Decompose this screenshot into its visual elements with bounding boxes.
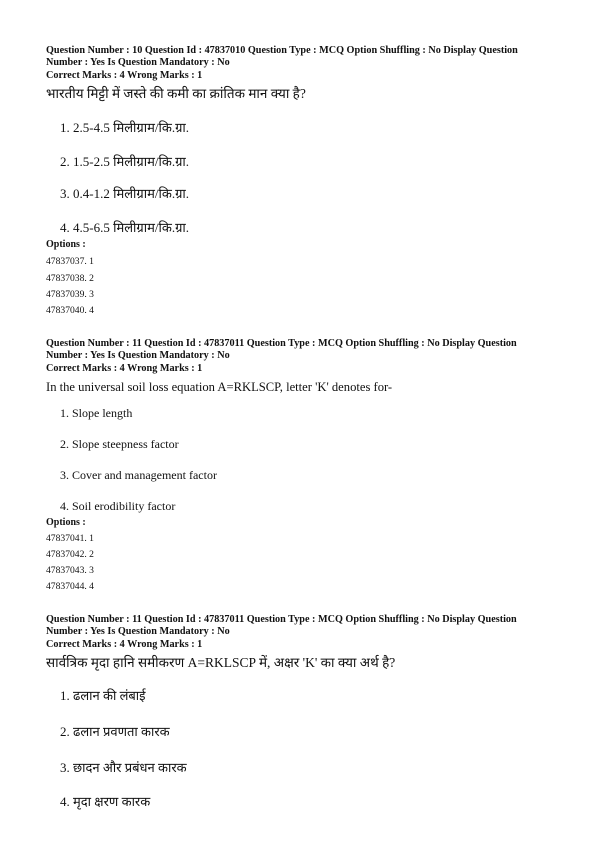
question-text: In the universal soil loss equation A=RKLSCP, letter 'K' denotes for- xyxy=(46,380,393,395)
question-2-options xyxy=(46,406,551,596)
options-label: Options : xyxy=(46,517,86,528)
options-label: Options : xyxy=(46,239,86,250)
marks-line: Correct Marks : 4 Wrong Marks : 1 xyxy=(46,362,203,374)
question-block-1 xyxy=(46,45,551,102)
option-1: 1. 2.5-4.5 मिलीग्राम/कि.ग्रा. xyxy=(60,120,190,135)
option-id: 47837038. 2 xyxy=(46,273,94,284)
option-1: 1. ढलान की लंबाई xyxy=(60,688,146,703)
option-3: 3. 0.4-1.2 मिलीग्राम/कि.ग्रा. xyxy=(60,186,190,201)
option-id: 47837044. 4 xyxy=(46,581,94,592)
option-id: 47837037. 1 xyxy=(46,256,94,267)
option-2: 2. Slope steepness factor xyxy=(60,437,179,451)
option-3: 3. छादन और प्रबंधन कारक xyxy=(60,760,187,775)
question-header-line: Question Number : 10 Question Id : 47837010 Question Type : MCQ Option Shuffling : No Display Question xyxy=(46,45,518,56)
option-id: 47837041. 1 xyxy=(46,533,94,544)
question-header-line: Number : Yes Is Question Mandatory : No xyxy=(46,626,230,638)
question-text: भारतीय मिट्टी में जस्ते की कमी का क्रांतिक मान क्या है? xyxy=(46,86,306,102)
question-3-options xyxy=(46,688,551,818)
option-id: 47837039. 3 xyxy=(46,289,94,300)
question-header-line: Number : Yes Is Question Mandatory : No xyxy=(46,57,230,69)
option-4: 4. 4.5-6.5 मिलीग्राम/कि.ग्रा. xyxy=(60,220,190,235)
option-4: 4. Soil erodibility factor xyxy=(60,499,176,513)
question-1-options xyxy=(46,120,551,320)
option-1: 1. Slope length xyxy=(60,406,133,420)
question-header xyxy=(46,338,551,375)
question-header-line: Number : Yes Is Question Mandatory : No xyxy=(46,350,230,362)
option-3: 3. Cover and management factor xyxy=(60,468,217,482)
question-block-2 xyxy=(46,338,551,395)
option-2: 2. ढलान प्रवणता कारक xyxy=(60,724,170,739)
question-header-line: Question Number : 11 Question Id : 47837011 Question Type : MCQ Option Shuffling : No Display Question xyxy=(46,338,517,349)
question-header-line: Question Number : 11 Question Id : 47837011 Question Type : MCQ Option Shuffling : No Display Question xyxy=(46,614,517,625)
option-2: 2. 1.5-2.5 मिलीग्राम/कि.ग्रा. xyxy=(60,154,190,169)
option-id: 47837043. 3 xyxy=(46,565,94,576)
question-block-3 xyxy=(46,614,551,671)
question-text: सार्वत्रिक मृदा हानि समीकरण A=RKLSCP में, अक्षर 'K' का क्या अर्थ है? xyxy=(46,655,396,671)
marks-line: Correct Marks : 4 Wrong Marks : 1 xyxy=(46,69,203,81)
marks-line: Correct Marks : 4 Wrong Marks : 1 xyxy=(46,638,203,650)
question-header xyxy=(46,614,551,651)
option-4: 4. मृदा क्षरण कारक xyxy=(60,794,151,809)
option-id: 47837040. 4 xyxy=(46,305,94,316)
question-header xyxy=(46,45,551,82)
option-id: 47837042. 2 xyxy=(46,549,94,560)
